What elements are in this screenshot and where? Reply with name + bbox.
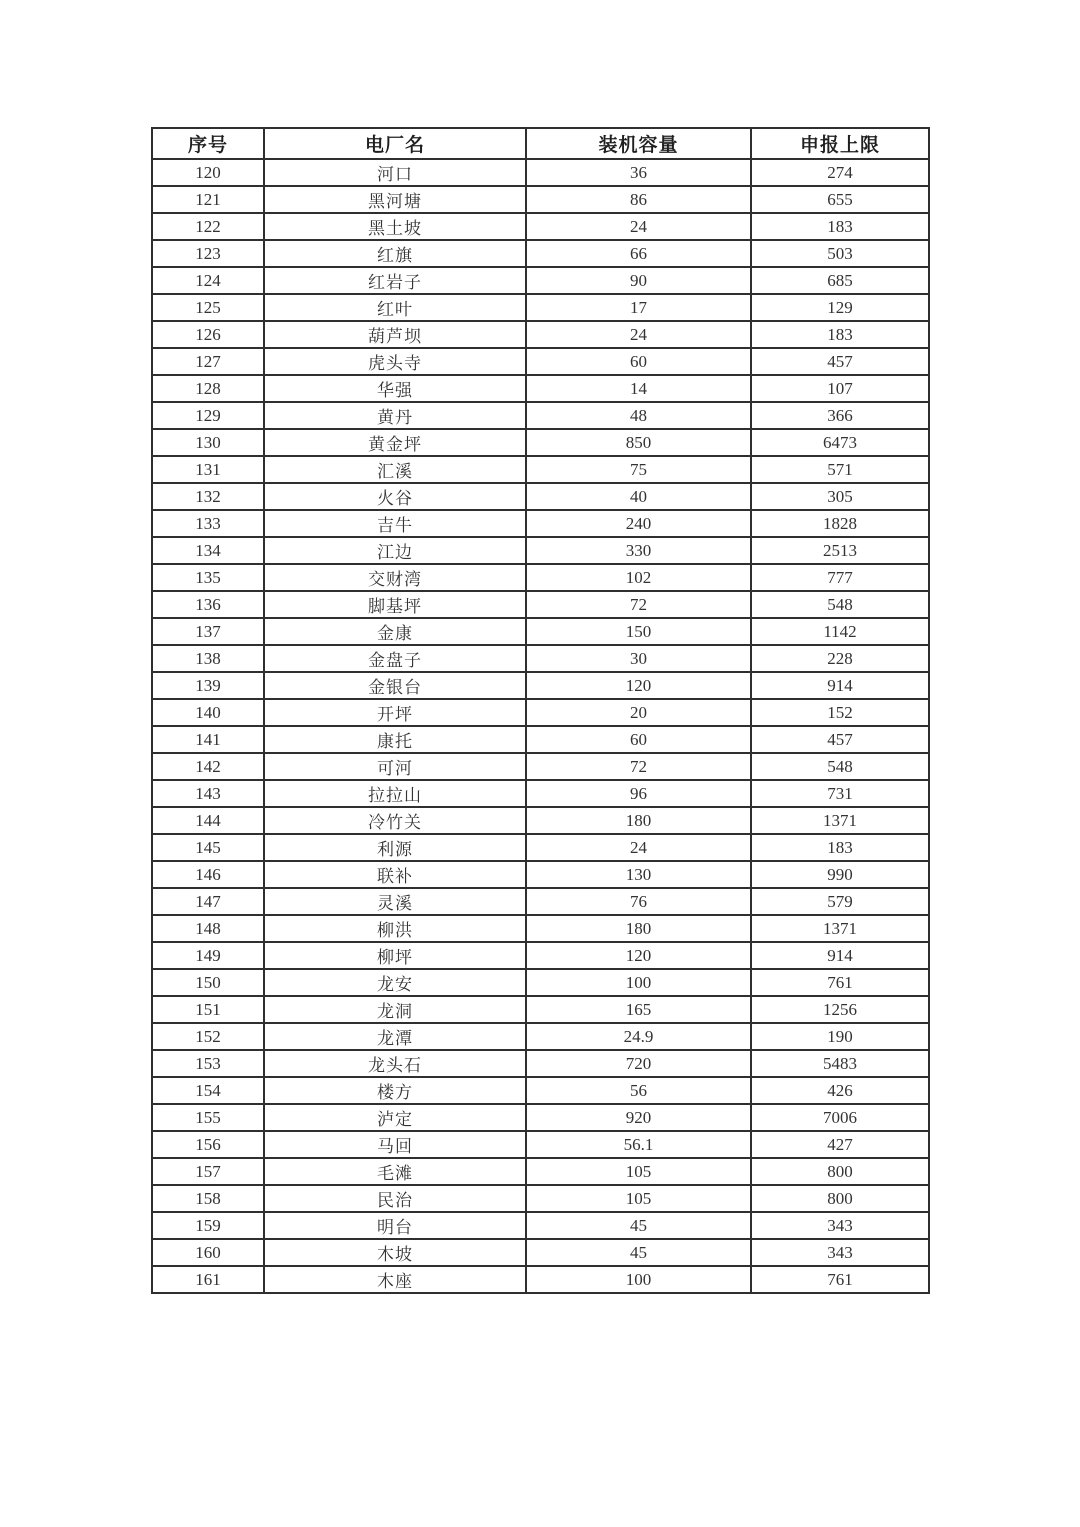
cell-declaration-limit: 1142 bbox=[752, 619, 930, 646]
cell-installed-capacity: 180 bbox=[527, 808, 752, 835]
table-row bbox=[153, 241, 930, 268]
cell-declaration-limit: 548 bbox=[752, 592, 930, 619]
cell-declaration-limit: 914 bbox=[752, 673, 930, 700]
cell-plant-name: 楼方 bbox=[265, 1078, 527, 1105]
cell-installed-capacity: 66 bbox=[527, 241, 752, 268]
cell-plant-name: 柳坪 bbox=[265, 943, 527, 970]
cell-installed-capacity: 24 bbox=[527, 835, 752, 862]
cell-plant-name: 黄丹 bbox=[265, 403, 527, 430]
cell-declaration-limit: 343 bbox=[752, 1240, 930, 1267]
cell-installed-capacity: 56.1 bbox=[527, 1132, 752, 1159]
cell-declaration-limit: 2513 bbox=[752, 538, 930, 565]
table-row bbox=[153, 430, 930, 457]
table-row bbox=[153, 592, 930, 619]
table-body bbox=[153, 160, 930, 1294]
cell-serial-number: 144 bbox=[153, 808, 265, 835]
cell-declaration-limit: 183 bbox=[752, 835, 930, 862]
col-header-installed-capacity: 装机容量 bbox=[527, 129, 752, 160]
cell-serial-number: 159 bbox=[153, 1213, 265, 1240]
table-row bbox=[153, 1240, 930, 1267]
cell-declaration-limit: 183 bbox=[752, 322, 930, 349]
cell-plant-name: 龙安 bbox=[265, 970, 527, 997]
cell-plant-name: 联补 bbox=[265, 862, 527, 889]
cell-declaration-limit: 152 bbox=[752, 700, 930, 727]
cell-plant-name: 冷竹关 bbox=[265, 808, 527, 835]
cell-declaration-limit: 457 bbox=[752, 727, 930, 754]
table-row bbox=[153, 1024, 930, 1051]
header-row bbox=[153, 129, 930, 160]
col-header-plant-name: 电厂名 bbox=[265, 129, 527, 160]
cell-serial-number: 152 bbox=[153, 1024, 265, 1051]
cell-plant-name: 木座 bbox=[265, 1267, 527, 1294]
table-row bbox=[153, 403, 930, 430]
cell-plant-name: 毛滩 bbox=[265, 1159, 527, 1186]
cell-serial-number: 153 bbox=[153, 1051, 265, 1078]
cell-plant-name: 金盘子 bbox=[265, 646, 527, 673]
cell-declaration-limit: 129 bbox=[752, 295, 930, 322]
cell-installed-capacity: 30 bbox=[527, 646, 752, 673]
cell-plant-name: 汇溪 bbox=[265, 457, 527, 484]
cell-serial-number: 136 bbox=[153, 592, 265, 619]
cell-installed-capacity: 150 bbox=[527, 619, 752, 646]
cell-serial-number: 138 bbox=[153, 646, 265, 673]
cell-plant-name: 黑河塘 bbox=[265, 187, 527, 214]
cell-serial-number: 151 bbox=[153, 997, 265, 1024]
cell-installed-capacity: 60 bbox=[527, 727, 752, 754]
cell-serial-number: 146 bbox=[153, 862, 265, 889]
cell-installed-capacity: 240 bbox=[527, 511, 752, 538]
cell-plant-name: 马回 bbox=[265, 1132, 527, 1159]
cell-declaration-limit: 800 bbox=[752, 1159, 930, 1186]
cell-installed-capacity: 120 bbox=[527, 943, 752, 970]
cell-serial-number: 121 bbox=[153, 187, 265, 214]
cell-declaration-limit: 761 bbox=[752, 970, 930, 997]
cell-plant-name: 利源 bbox=[265, 835, 527, 862]
table-row bbox=[153, 349, 930, 376]
cell-declaration-limit: 6473 bbox=[752, 430, 930, 457]
cell-serial-number: 130 bbox=[153, 430, 265, 457]
cell-serial-number: 120 bbox=[153, 160, 265, 187]
cell-plant-name: 木坡 bbox=[265, 1240, 527, 1267]
cell-declaration-limit: 427 bbox=[752, 1132, 930, 1159]
cell-declaration-limit: 571 bbox=[752, 457, 930, 484]
table-row bbox=[153, 1267, 930, 1294]
cell-serial-number: 125 bbox=[153, 295, 265, 322]
cell-serial-number: 127 bbox=[153, 349, 265, 376]
table-row bbox=[153, 808, 930, 835]
cell-declaration-limit: 731 bbox=[752, 781, 930, 808]
cell-plant-name: 红旗 bbox=[265, 241, 527, 268]
cell-installed-capacity: 105 bbox=[527, 1159, 752, 1186]
cell-declaration-limit: 777 bbox=[752, 565, 930, 592]
power-plant-table bbox=[151, 127, 930, 1294]
cell-installed-capacity: 920 bbox=[527, 1105, 752, 1132]
cell-plant-name: 龙洞 bbox=[265, 997, 527, 1024]
cell-installed-capacity: 14 bbox=[527, 376, 752, 403]
cell-installed-capacity: 24.9 bbox=[527, 1024, 752, 1051]
cell-plant-name: 拉拉山 bbox=[265, 781, 527, 808]
cell-declaration-limit: 685 bbox=[752, 268, 930, 295]
col-header-declaration-limit: 申报上限 bbox=[752, 129, 930, 160]
cell-plant-name: 吉牛 bbox=[265, 511, 527, 538]
cell-declaration-limit: 183 bbox=[752, 214, 930, 241]
cell-installed-capacity: 120 bbox=[527, 673, 752, 700]
power-plant-table-wrap bbox=[151, 127, 928, 1294]
cell-serial-number: 161 bbox=[153, 1267, 265, 1294]
cell-serial-number: 124 bbox=[153, 268, 265, 295]
cell-installed-capacity: 130 bbox=[527, 862, 752, 889]
table-row bbox=[153, 700, 930, 727]
cell-plant-name: 黄金坪 bbox=[265, 430, 527, 457]
table-row bbox=[153, 214, 930, 241]
cell-declaration-limit: 366 bbox=[752, 403, 930, 430]
cell-plant-name: 明台 bbox=[265, 1213, 527, 1240]
table-row bbox=[153, 1078, 930, 1105]
cell-serial-number: 154 bbox=[153, 1078, 265, 1105]
cell-plant-name: 葫芦坝 bbox=[265, 322, 527, 349]
cell-installed-capacity: 850 bbox=[527, 430, 752, 457]
cell-installed-capacity: 86 bbox=[527, 187, 752, 214]
table-row bbox=[153, 646, 930, 673]
cell-installed-capacity: 100 bbox=[527, 1267, 752, 1294]
table-row bbox=[153, 754, 930, 781]
table-row bbox=[153, 1105, 930, 1132]
cell-plant-name: 金康 bbox=[265, 619, 527, 646]
cell-declaration-limit: 5483 bbox=[752, 1051, 930, 1078]
table-row bbox=[153, 322, 930, 349]
cell-installed-capacity: 20 bbox=[527, 700, 752, 727]
cell-plant-name: 泸定 bbox=[265, 1105, 527, 1132]
cell-installed-capacity: 24 bbox=[527, 322, 752, 349]
cell-serial-number: 155 bbox=[153, 1105, 265, 1132]
cell-serial-number: 131 bbox=[153, 457, 265, 484]
cell-installed-capacity: 75 bbox=[527, 457, 752, 484]
cell-serial-number: 137 bbox=[153, 619, 265, 646]
cell-plant-name: 灵溪 bbox=[265, 889, 527, 916]
cell-serial-number: 158 bbox=[153, 1186, 265, 1213]
table-row bbox=[153, 862, 930, 889]
table-row bbox=[153, 997, 930, 1024]
cell-installed-capacity: 56 bbox=[527, 1078, 752, 1105]
cell-serial-number: 133 bbox=[153, 511, 265, 538]
cell-declaration-limit: 107 bbox=[752, 376, 930, 403]
table-row bbox=[153, 673, 930, 700]
cell-installed-capacity: 105 bbox=[527, 1186, 752, 1213]
cell-serial-number: 129 bbox=[153, 403, 265, 430]
table-row bbox=[153, 268, 930, 295]
cell-installed-capacity: 45 bbox=[527, 1240, 752, 1267]
cell-plant-name: 柳洪 bbox=[265, 916, 527, 943]
cell-declaration-limit: 457 bbox=[752, 349, 930, 376]
cell-installed-capacity: 180 bbox=[527, 916, 752, 943]
table-row bbox=[153, 457, 930, 484]
cell-declaration-limit: 503 bbox=[752, 241, 930, 268]
cell-installed-capacity: 102 bbox=[527, 565, 752, 592]
cell-plant-name: 黑土坡 bbox=[265, 214, 527, 241]
cell-serial-number: 142 bbox=[153, 754, 265, 781]
cell-declaration-limit: 1371 bbox=[752, 916, 930, 943]
table-row bbox=[153, 835, 930, 862]
cell-declaration-limit: 800 bbox=[752, 1186, 930, 1213]
cell-serial-number: 123 bbox=[153, 241, 265, 268]
table-row bbox=[153, 376, 930, 403]
cell-serial-number: 148 bbox=[153, 916, 265, 943]
cell-plant-name: 可河 bbox=[265, 754, 527, 781]
cell-plant-name: 红叶 bbox=[265, 295, 527, 322]
cell-installed-capacity: 17 bbox=[527, 295, 752, 322]
cell-serial-number: 126 bbox=[153, 322, 265, 349]
cell-serial-number: 149 bbox=[153, 943, 265, 970]
table-row bbox=[153, 511, 930, 538]
table-row bbox=[153, 484, 930, 511]
cell-plant-name: 脚基坪 bbox=[265, 592, 527, 619]
table-row bbox=[153, 1132, 930, 1159]
cell-serial-number: 134 bbox=[153, 538, 265, 565]
cell-plant-name: 火谷 bbox=[265, 484, 527, 511]
cell-installed-capacity: 36 bbox=[527, 160, 752, 187]
cell-installed-capacity: 72 bbox=[527, 754, 752, 781]
cell-declaration-limit: 548 bbox=[752, 754, 930, 781]
cell-declaration-limit: 228 bbox=[752, 646, 930, 673]
cell-serial-number: 141 bbox=[153, 727, 265, 754]
table-row bbox=[153, 1186, 930, 1213]
cell-serial-number: 156 bbox=[153, 1132, 265, 1159]
cell-declaration-limit: 1371 bbox=[752, 808, 930, 835]
cell-serial-number: 122 bbox=[153, 214, 265, 241]
table-row bbox=[153, 1159, 930, 1186]
cell-declaration-limit: 1256 bbox=[752, 997, 930, 1024]
table-row bbox=[153, 160, 930, 187]
cell-installed-capacity: 100 bbox=[527, 970, 752, 997]
cell-declaration-limit: 305 bbox=[752, 484, 930, 511]
table-row bbox=[153, 943, 930, 970]
cell-installed-capacity: 45 bbox=[527, 1213, 752, 1240]
cell-installed-capacity: 60 bbox=[527, 349, 752, 376]
cell-serial-number: 128 bbox=[153, 376, 265, 403]
cell-plant-name: 虎头寺 bbox=[265, 349, 527, 376]
cell-serial-number: 147 bbox=[153, 889, 265, 916]
table-row bbox=[153, 916, 930, 943]
cell-declaration-limit: 1828 bbox=[752, 511, 930, 538]
table-row bbox=[153, 619, 930, 646]
cell-serial-number: 140 bbox=[153, 700, 265, 727]
cell-plant-name: 华强 bbox=[265, 376, 527, 403]
cell-serial-number: 145 bbox=[153, 835, 265, 862]
cell-installed-capacity: 330 bbox=[527, 538, 752, 565]
table-row bbox=[153, 295, 930, 322]
table-row bbox=[153, 889, 930, 916]
cell-declaration-limit: 914 bbox=[752, 943, 930, 970]
cell-plant-name: 龙潭 bbox=[265, 1024, 527, 1051]
cell-plant-name: 康托 bbox=[265, 727, 527, 754]
col-header-serial-number: 序号 bbox=[153, 129, 265, 160]
cell-plant-name: 河口 bbox=[265, 160, 527, 187]
table-row bbox=[153, 1051, 930, 1078]
cell-declaration-limit: 274 bbox=[752, 160, 930, 187]
cell-installed-capacity: 40 bbox=[527, 484, 752, 511]
cell-declaration-limit: 655 bbox=[752, 187, 930, 214]
cell-serial-number: 135 bbox=[153, 565, 265, 592]
cell-declaration-limit: 761 bbox=[752, 1267, 930, 1294]
cell-plant-name: 龙头石 bbox=[265, 1051, 527, 1078]
cell-declaration-limit: 579 bbox=[752, 889, 930, 916]
cell-declaration-limit: 190 bbox=[752, 1024, 930, 1051]
cell-installed-capacity: 72 bbox=[527, 592, 752, 619]
cell-installed-capacity: 76 bbox=[527, 889, 752, 916]
table-row bbox=[153, 565, 930, 592]
cell-installed-capacity: 165 bbox=[527, 997, 752, 1024]
cell-installed-capacity: 96 bbox=[527, 781, 752, 808]
cell-serial-number: 150 bbox=[153, 970, 265, 997]
cell-installed-capacity: 24 bbox=[527, 214, 752, 241]
cell-serial-number: 143 bbox=[153, 781, 265, 808]
cell-installed-capacity: 720 bbox=[527, 1051, 752, 1078]
table-row bbox=[153, 970, 930, 997]
cell-declaration-limit: 990 bbox=[752, 862, 930, 889]
cell-installed-capacity: 48 bbox=[527, 403, 752, 430]
table-row bbox=[153, 781, 930, 808]
cell-plant-name: 金银台 bbox=[265, 673, 527, 700]
cell-serial-number: 157 bbox=[153, 1159, 265, 1186]
cell-serial-number: 160 bbox=[153, 1240, 265, 1267]
cell-declaration-limit: 7006 bbox=[752, 1105, 930, 1132]
table-row bbox=[153, 538, 930, 565]
table-row bbox=[153, 187, 930, 214]
table-row bbox=[153, 1213, 930, 1240]
cell-plant-name: 交财湾 bbox=[265, 565, 527, 592]
cell-plant-name: 红岩子 bbox=[265, 268, 527, 295]
table-row bbox=[153, 727, 930, 754]
cell-declaration-limit: 343 bbox=[752, 1213, 930, 1240]
cell-serial-number: 132 bbox=[153, 484, 265, 511]
cell-plant-name: 江边 bbox=[265, 538, 527, 565]
cell-installed-capacity: 90 bbox=[527, 268, 752, 295]
cell-plant-name: 开坪 bbox=[265, 700, 527, 727]
cell-serial-number: 139 bbox=[153, 673, 265, 700]
cell-plant-name: 民治 bbox=[265, 1186, 527, 1213]
cell-declaration-limit: 426 bbox=[752, 1078, 930, 1105]
